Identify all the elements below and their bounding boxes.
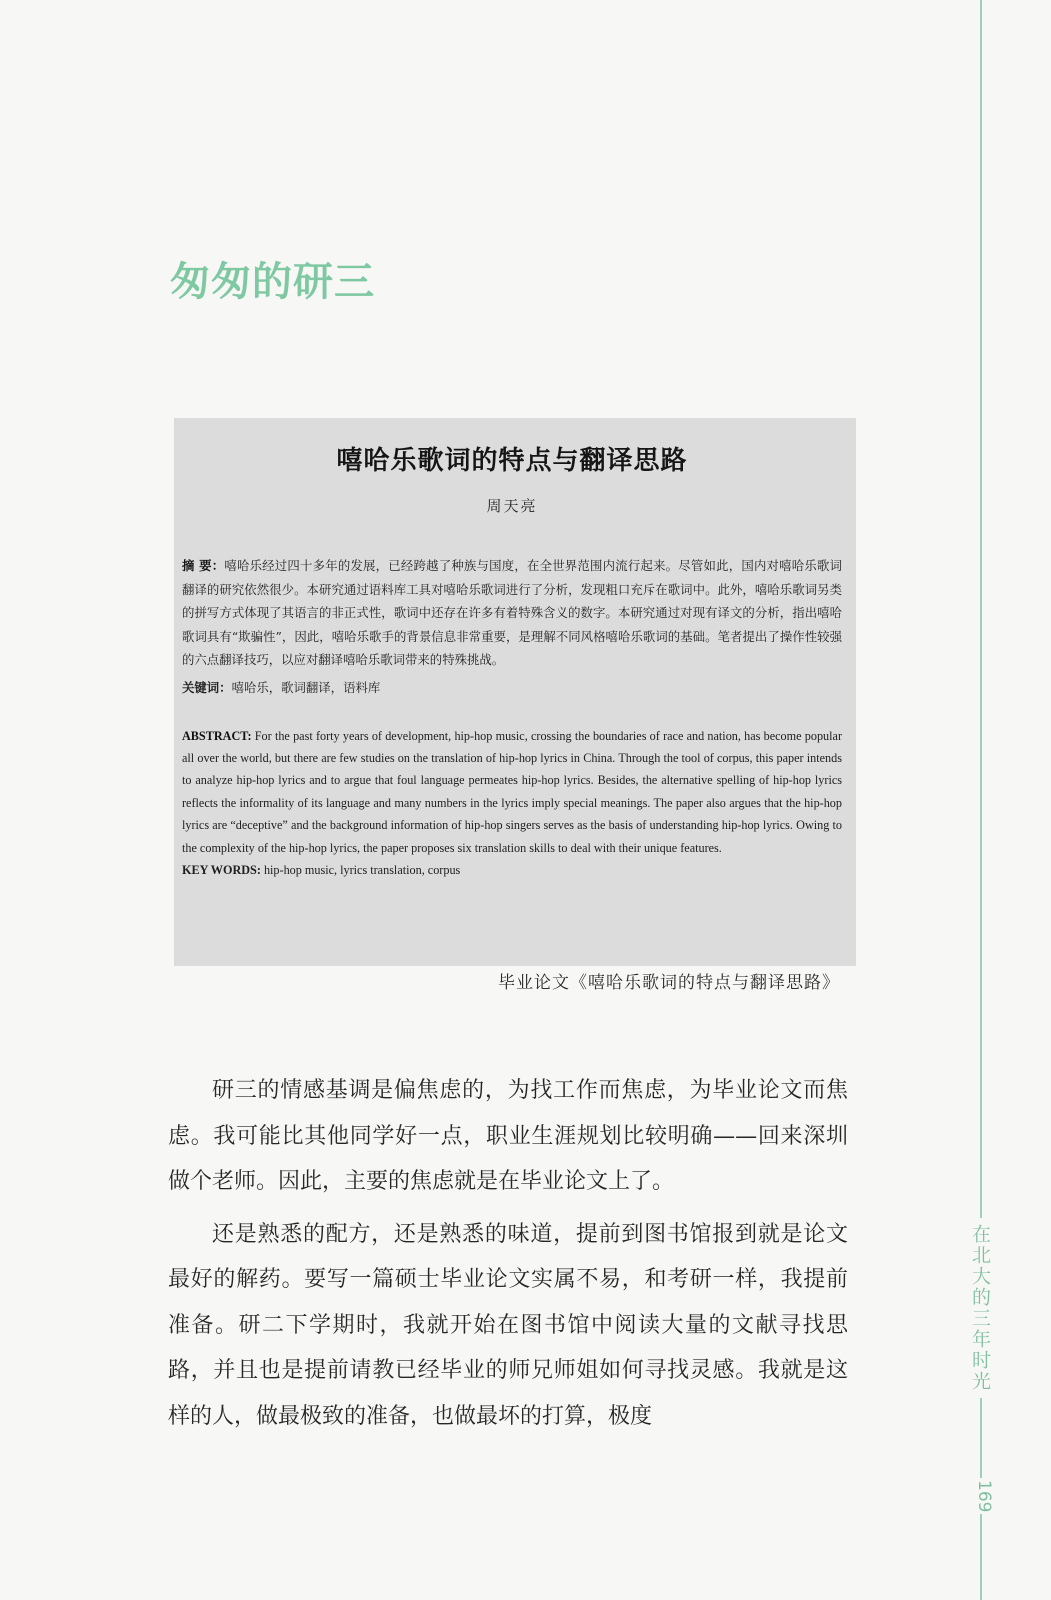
abstract-zh	[182, 554, 842, 672]
page-number: 169	[968, 1478, 994, 1514]
abstract-zh-text: 嘻哈乐经过四十多年的发展，已经跨越了种族与国度，在全世界范围内流行起来。尽管如此，国内对嘻哈乐歌词翻译的研究依然很少。本研究通过语料库工具对嘻哈乐歌词进行了分析，发现粗口充斥在歌词中。此外，嘻哈乐歌词另类的拼写方式体现了其语言的非正式性，歌词中还存在许多有着特殊含义的数字。本研究通过对现有译文的分析，指出嘻哈歌词具有“欺骗性”，因此，嘻哈乐歌手的背景信息非常重要，是理解不同风格嘻哈乐歌词的基础。笔者提出了操作性较强的六点翻译技巧，以应对翻译嘻哈乐歌词带来的特殊挑战。	[182, 558, 842, 667]
paper-title: 嘻哈乐歌词的特点与翻译思路	[336, 446, 688, 476]
abstract-en-text: For the past forty years of development, hip-hop music, crossing the boundaries of race and nation, has become popular all over the world, but there are few studies on the translation of hip-hop lyrics in China. Through the tool of corpus, this paper intends to analyze hip-hop lyrics and to argue that foul language permeates hip-hop lyrics. Besides, the alternative spelling of hip-hop lyrics reflects the informality of its language and many numbers in the lyrics imply special meanings. The paper also argues that the hip-hop lyrics are “deceptive” and the background information of hip-hop singers serves as the basis of understanding hip-hop lyrics. Owing to the complexity of the hip-hop lyrics, the paper proposes six translation skills to deal with their unique features.	[182, 728, 843, 855]
keywords-en-text: hip-hop music, lyrics translation, corpus	[263, 862, 461, 877]
abstract-zh-label: 摘 要：	[182, 558, 225, 573]
body-text	[168, 1068, 848, 1446]
keywords-en-label: KEY WORDS:	[182, 862, 261, 877]
body-paragraph: 研三的情感基调是偏焦虑的，为找工作而焦虑，为毕业论文而焦虑。我可能比其他同学好一点，职业生涯规划比较明确——回来深圳做个老师。因此，主要的焦虑就是在毕业论文上了。	[168, 1078, 848, 1194]
paper-author: 周天亮	[486, 497, 538, 515]
running-book-title: 在北大的三年时光	[968, 1218, 994, 1398]
thesis-abstract-image	[174, 418, 856, 966]
figure-caption: 毕业论文《嘻哈乐歌词的特点与翻译思路》	[498, 973, 840, 993]
keywords-zh-label: 关键词：	[182, 679, 232, 695]
body-paragraph: 还是熟悉的配方，还是熟悉的味道，提前到图书馆报到就是论文最好的解药。要写一篇硕士毕业论文实属不易，和考研一样，我提前准备。研二下学期时，我就开始在图书馆中阅读大量的文献寻找思路，并且也是提前请教已经毕业的师兄师姐如何寻找灵感。我就是这样的人，做最极致的准备，也做最坏的打算，极度	[168, 1221, 848, 1429]
chapter-title: 匆匆的研三	[170, 258, 375, 305]
keywords-zh	[182, 676, 842, 699]
keywords-en	[182, 859, 842, 881]
abstract-en	[182, 725, 842, 859]
abstract-en-label: ABSTRACT:	[182, 728, 252, 743]
keywords-zh-text: 嘻哈乐，歌词翻译，语料库	[231, 679, 381, 695]
